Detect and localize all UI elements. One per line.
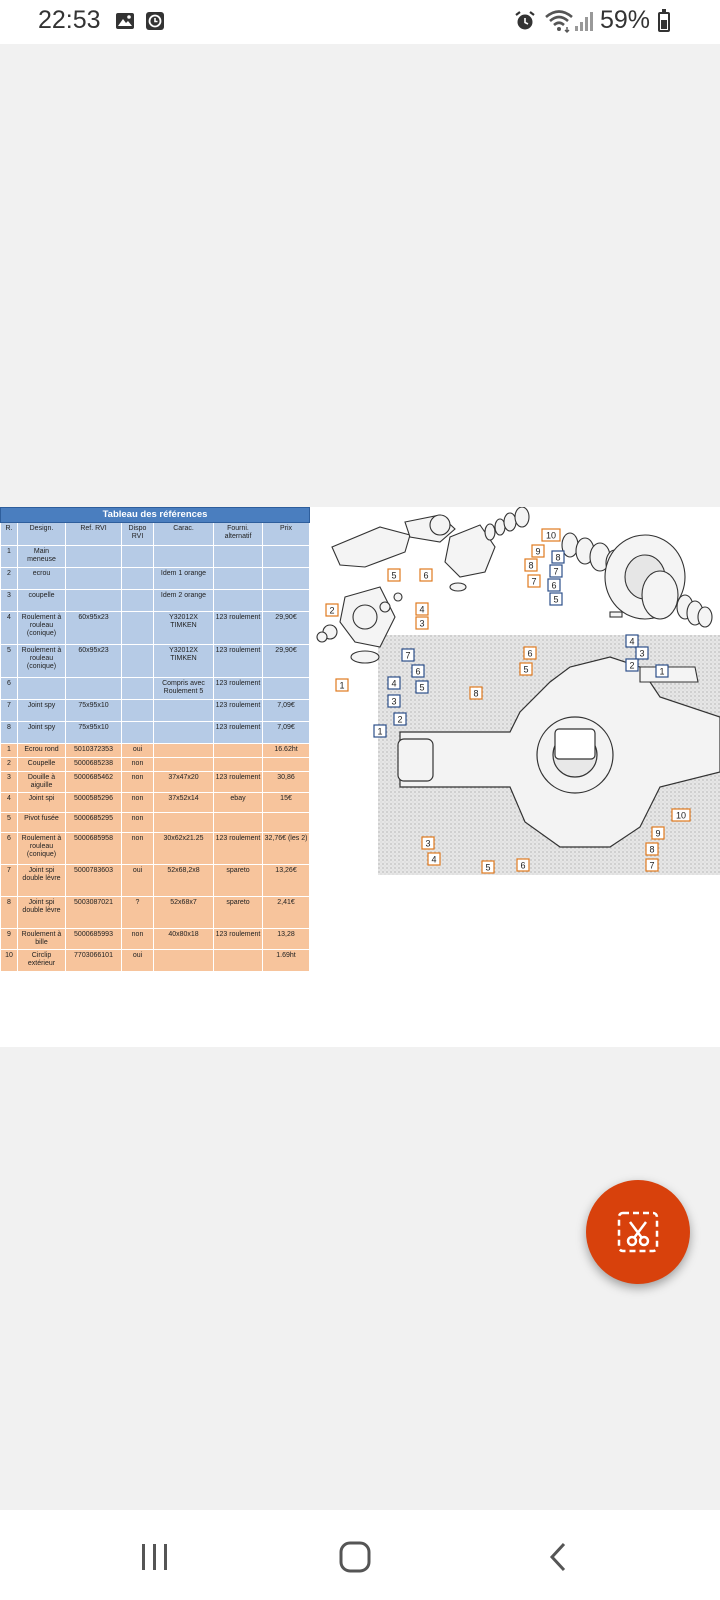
table-cell: 3 — [1, 772, 18, 793]
callout-label: 9 — [655, 828, 661, 839]
table-cell: 2,41€ — [263, 897, 310, 929]
table-cell — [122, 590, 154, 612]
wifi-icon — [544, 9, 574, 33]
table-cell: ? — [122, 897, 154, 929]
table-cell — [122, 568, 154, 590]
gallery-icon — [115, 11, 135, 31]
table-cell: Roulement à rouleau (conique) — [18, 612, 66, 645]
table-cell — [66, 590, 122, 612]
table-cell — [263, 568, 310, 590]
table-cell: non — [122, 772, 154, 793]
table-cell: 2 — [1, 568, 18, 590]
table-row — [1, 645, 310, 678]
references-table — [0, 507, 310, 972]
table-cell: non — [122, 758, 154, 772]
table-cell: Joint spi — [18, 793, 66, 813]
table-cell: Roulement à rouleau (conique) — [18, 645, 66, 678]
table-cell — [122, 700, 154, 722]
signal-icon — [574, 10, 596, 32]
axle-exploded-diagram — [310, 507, 720, 877]
table-cell: Joint spi double lèvre — [18, 865, 66, 897]
table-cell: 16.62ht — [263, 744, 310, 758]
table-cell: 7 — [1, 865, 18, 897]
table-cell: 13,28 — [263, 929, 310, 950]
table-cell: Roulement à bille — [18, 929, 66, 950]
table-cell: 5000685238 — [66, 758, 122, 772]
table-cell — [122, 612, 154, 645]
callout-label: 8 — [649, 844, 655, 855]
table-cell: Compris avec Roulement 5 — [154, 678, 214, 700]
callout-label: 3 — [391, 696, 397, 707]
table-cell: 32,76€ (les 2) — [263, 833, 310, 865]
table-cell: 123 roulement — [214, 612, 263, 645]
table-cell — [18, 678, 66, 700]
callout-label: 5 — [419, 682, 425, 693]
table-cell: 3 — [1, 590, 18, 612]
table-cell: non — [122, 813, 154, 833]
callout-label: 1 — [377, 726, 383, 737]
table-cell — [66, 678, 122, 700]
callout-label: 5 — [523, 664, 529, 675]
table-cell — [214, 813, 263, 833]
table-cell: Circlip extérieur — [18, 950, 66, 972]
table-cell: 123 roulement — [214, 700, 263, 722]
table-row — [1, 865, 310, 897]
table-cell: Ecrou rond — [18, 744, 66, 758]
table-cell: 6 — [1, 833, 18, 865]
table-cell: oui — [122, 744, 154, 758]
table-row — [1, 722, 310, 744]
callout-label: 6 — [415, 666, 421, 677]
table-cell — [214, 546, 263, 568]
callout-label: 6 — [527, 648, 533, 659]
table-row — [1, 833, 310, 865]
table-cell: 37x52x14 — [154, 793, 214, 813]
table-cell: 30,86 — [263, 772, 310, 793]
screenshot-crop-icon — [616, 1210, 660, 1254]
callout-label: 8 — [528, 560, 534, 571]
table-cell: 1 — [1, 744, 18, 758]
table-cell: 8 — [1, 722, 18, 744]
table-cell: Main meneuse — [18, 546, 66, 568]
screenshot-crop-button[interactable] — [586, 1180, 690, 1284]
callout-label: 7 — [405, 650, 411, 661]
callout-label: 8 — [555, 552, 561, 563]
table-cell: 2 — [1, 758, 18, 772]
table-row — [1, 612, 310, 645]
table-cell — [154, 700, 214, 722]
table-cell: 52x68,2x8 — [154, 865, 214, 897]
table-cell: 1.69ht — [263, 950, 310, 972]
table-cell: 52x68x7 — [154, 897, 214, 929]
table-cell — [154, 744, 214, 758]
table-cell: 123 roulement — [214, 645, 263, 678]
table-cell — [154, 546, 214, 568]
callout-label: 10 — [675, 810, 687, 821]
status-time: 22:53 — [38, 6, 101, 34]
table-cell: 5000585296 — [66, 793, 122, 813]
table-cell — [263, 758, 310, 772]
callout-label: 4 — [431, 854, 437, 865]
table-row — [1, 813, 310, 833]
table-cell: non — [122, 929, 154, 950]
table-cell: 5000685958 — [66, 833, 122, 865]
document-image — [0, 507, 720, 1047]
back-icon[interactable] — [540, 1540, 580, 1574]
table-cell: oui — [122, 865, 154, 897]
callout-label: 6 — [423, 570, 429, 581]
table-cell: Y32012X TIMKEN — [154, 645, 214, 678]
callout-label: 3 — [419, 618, 425, 629]
callout-label: 3 — [639, 648, 645, 659]
table-cell — [214, 758, 263, 772]
table-cell — [66, 546, 122, 568]
table-cell: 4 — [1, 612, 18, 645]
table-cell: 7,09€ — [263, 700, 310, 722]
table-cell — [122, 546, 154, 568]
table-header-cell: Design. — [18, 523, 66, 546]
clock-app-icon — [145, 11, 165, 31]
callout-label: 2 — [397, 714, 403, 725]
recent-apps-icon[interactable] — [135, 1540, 175, 1574]
table-header-cell: R. — [1, 523, 18, 546]
table-row — [1, 678, 310, 700]
table-cell: 60x95x23 — [66, 645, 122, 678]
table-cell — [122, 678, 154, 700]
table-row — [1, 590, 310, 612]
home-icon[interactable] — [336, 1540, 376, 1574]
table-header-cell: Ref. RVI — [66, 523, 122, 546]
table-cell: 29,90€ — [263, 645, 310, 678]
table-cell: 75x95x10 — [66, 722, 122, 744]
table-cell: Pivot fusée — [18, 813, 66, 833]
table-row — [1, 568, 310, 590]
navigation-bar — [0, 1510, 720, 1600]
table-row — [1, 897, 310, 929]
table-cell: 10 — [1, 950, 18, 972]
table-cell: non — [122, 793, 154, 813]
callout-label: 9 — [535, 546, 541, 557]
table-cell: 5 — [1, 645, 18, 678]
table-cell: 40x80x18 — [154, 929, 214, 950]
table-row — [1, 700, 310, 722]
table-cell — [214, 590, 263, 612]
table-cell: 6 — [1, 678, 18, 700]
callout-label: 1 — [659, 666, 665, 677]
table-title: Tableau des références — [1, 508, 310, 523]
table-cell: 7,09€ — [263, 722, 310, 744]
table-row — [1, 744, 310, 758]
table-header-row — [1, 523, 310, 546]
table-cell — [214, 950, 263, 972]
table-cell: 9 — [1, 929, 18, 950]
table-cell: 123 roulement — [214, 929, 263, 950]
battery-icon — [658, 12, 670, 32]
table-cell: 4 — [1, 793, 18, 813]
battery-percent: 59% — [600, 6, 651, 34]
table-cell: coupelle — [18, 590, 66, 612]
table-cell: 60x95x23 — [66, 612, 122, 645]
table-cell: 7 — [1, 700, 18, 722]
table-cell — [263, 590, 310, 612]
table-cell: spareto — [214, 865, 263, 897]
table-cell: Joint spi double lèvre — [18, 897, 66, 929]
table-cell: Idem 1 orange — [154, 568, 214, 590]
table-cell: 13,26€ — [263, 865, 310, 897]
callout-label: 5 — [553, 594, 559, 605]
table-cell: 29,90€ — [263, 612, 310, 645]
callout-label: 2 — [329, 605, 335, 616]
table-cell — [263, 813, 310, 833]
table-cell: ebay — [214, 793, 263, 813]
table-cell — [263, 678, 310, 700]
table-cell: 30x62x21.25 — [154, 833, 214, 865]
table-cell: oui — [122, 950, 154, 972]
table-cell: Roulement à rouleau (conique) — [18, 833, 66, 865]
table-cell — [154, 722, 214, 744]
table-cell: 15€ — [263, 793, 310, 813]
table-cell: spareto — [214, 897, 263, 929]
table-cell: Coupelle — [18, 758, 66, 772]
table-cell — [214, 744, 263, 758]
callout-label: 7 — [531, 576, 537, 587]
table-row — [1, 793, 310, 813]
callout-label: 10 — [545, 530, 557, 541]
table-cell: 123 roulement — [214, 833, 263, 865]
table-cell: non — [122, 833, 154, 865]
callout-label: 6 — [551, 580, 557, 591]
callout-label: 3 — [425, 838, 431, 849]
callout-label: 6 — [520, 860, 526, 871]
callout-label: 4 — [629, 636, 635, 647]
table-cell — [214, 568, 263, 590]
table-cell: 5000783603 — [66, 865, 122, 897]
table-cell: 123 roulement — [214, 722, 263, 744]
callout-label: 8 — [473, 688, 479, 699]
callout-label: 5 — [485, 862, 491, 873]
table-cell — [66, 568, 122, 590]
table-cell: 5003087021 — [66, 897, 122, 929]
table-cell — [154, 950, 214, 972]
table-cell: 5010372353 — [66, 744, 122, 758]
table-cell: 5000685295 — [66, 813, 122, 833]
table-cell: 5000685993 — [66, 929, 122, 950]
table-row — [1, 929, 310, 950]
alarm-icon — [514, 10, 536, 32]
table-cell: Douille à aiguille — [18, 772, 66, 793]
table-cell — [154, 813, 214, 833]
callout-label: 5 — [391, 570, 397, 581]
status-bar — [0, 0, 720, 44]
table-header-cell: Dispo RVI — [122, 523, 154, 546]
callout-label: 7 — [649, 860, 655, 871]
table-cell: 8 — [1, 897, 18, 929]
callout-label: 1 — [339, 680, 345, 691]
table-header-cell: Prix — [263, 523, 310, 546]
callout-label: 2 — [629, 660, 635, 671]
table-cell: 5000685462 — [66, 772, 122, 793]
table-row — [1, 772, 310, 793]
table-cell — [263, 546, 310, 568]
table-cell — [122, 722, 154, 744]
table-cell: 75x95x10 — [66, 700, 122, 722]
table-cell — [154, 758, 214, 772]
table-header-cell: Fourni. alternatif — [214, 523, 263, 546]
table-cell: 7703066101 — [66, 950, 122, 972]
table-cell: 123 roulement — [214, 772, 263, 793]
table-cell: 37x47x20 — [154, 772, 214, 793]
table-cell: 123 roulement — [214, 678, 263, 700]
table-cell: Idem 2 orange — [154, 590, 214, 612]
table-cell: Joint spy — [18, 722, 66, 744]
table-row — [1, 546, 310, 568]
table-cell — [122, 645, 154, 678]
callout-label: 4 — [391, 678, 397, 689]
table-cell: 5 — [1, 813, 18, 833]
callout-label: 7 — [553, 566, 559, 577]
table-row — [1, 950, 310, 972]
table-cell: Y32012X TIMKEN — [154, 612, 214, 645]
table-cell: ecrou — [18, 568, 66, 590]
table-cell: 1 — [1, 546, 18, 568]
table-header-cell: Carac. — [154, 523, 214, 546]
table-cell: Joint spy — [18, 700, 66, 722]
table-row — [1, 758, 310, 772]
callout-label: 4 — [419, 604, 425, 615]
